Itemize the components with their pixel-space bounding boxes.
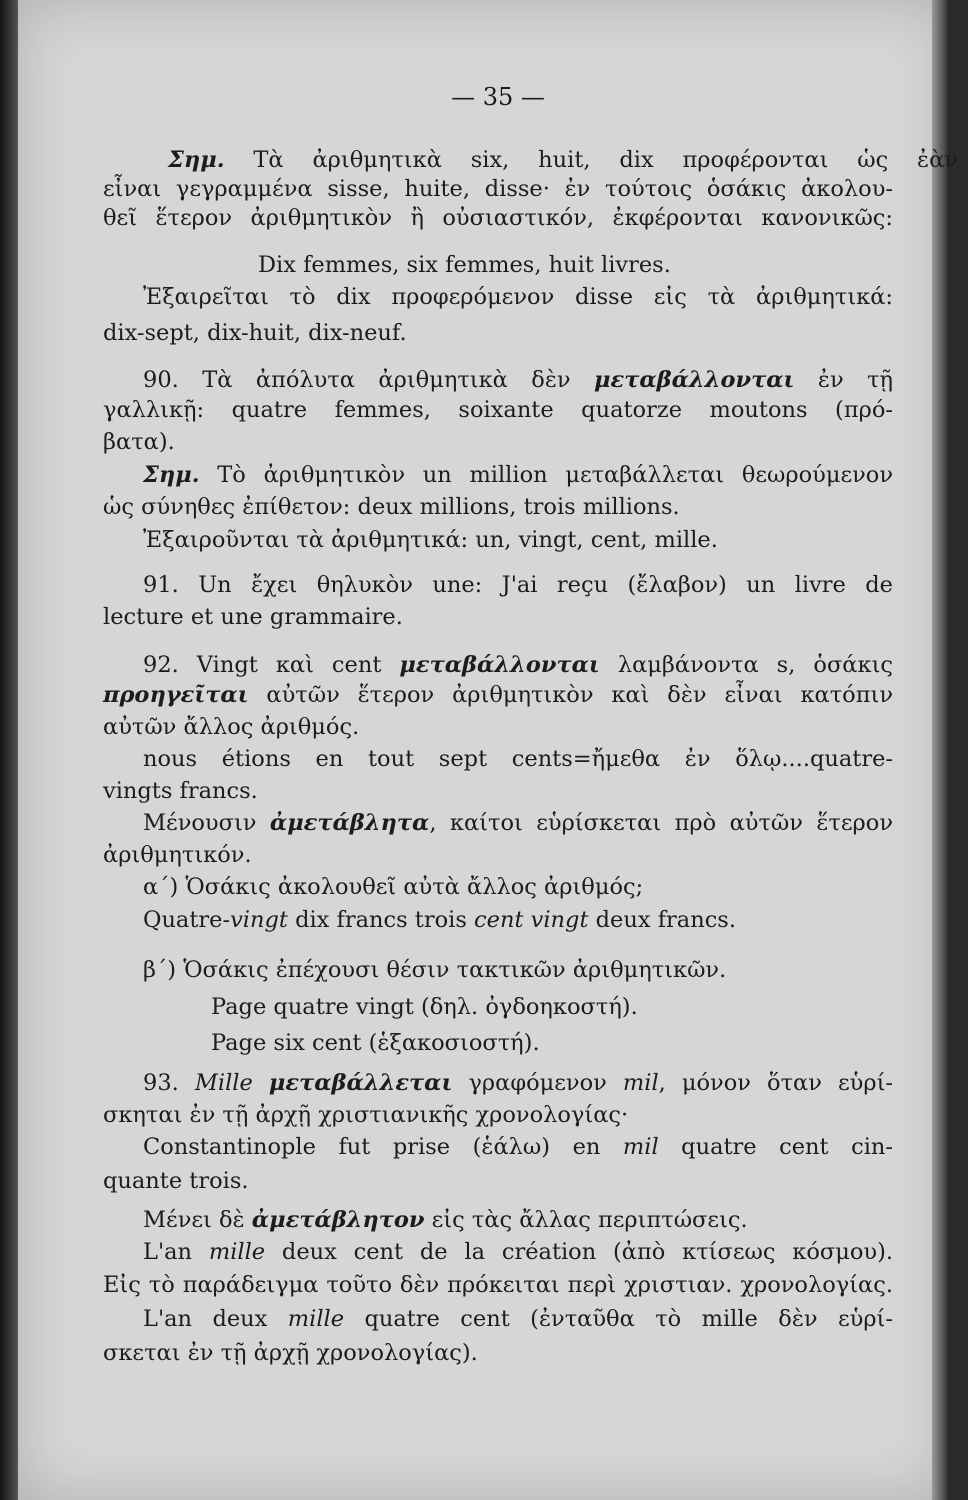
text-line <box>143 808 893 838</box>
text-segment: Quatre- <box>143 907 231 933</box>
text-line <box>258 250 893 280</box>
text-segment: λαμβάνοντα s, ὁσάκις <box>599 652 893 678</box>
text-segment: Ἐξαιρεῖται τὸ dix προφερόμενον disse εἰς τὰ ἀριθμητικά: <box>143 284 893 310</box>
text-segment: vingts francs. <box>103 778 258 804</box>
text-segment: , καίτοι εὑρίσκεται πρὸ αὐτῶν ἕτερον <box>429 810 893 836</box>
text-line <box>143 872 893 902</box>
text-segment: Ἐξαιροῦνται τὰ ἀριθμητικά: un, vingt, cent, mille. <box>143 527 718 553</box>
text-segment <box>253 1070 269 1096</box>
text-segment: L'an deux <box>143 1306 288 1332</box>
text-segment: deux francs. <box>588 907 736 933</box>
text-line <box>103 395 893 425</box>
text-segment: σκεται ἐν τῇ ἀρχῇ χρονολογίας). <box>103 1340 478 1366</box>
text-segment: cent vingt <box>474 907 589 933</box>
text-segment: Μένουσιν <box>143 810 270 836</box>
text-line <box>103 1100 893 1130</box>
text-segment: εἰς τὰς ἄλλας περιπτώσεις. <box>424 1207 748 1233</box>
text-segment: 92. Vingt καὶ cent <box>143 652 400 678</box>
text-line <box>168 145 958 175</box>
text-line <box>103 1166 893 1196</box>
text-segment: μεταβάλλονται <box>594 367 795 393</box>
text-segment: 90. Τὰ ἀπόλυτα ἀριθμητικὰ δὲν <box>143 367 595 393</box>
text-segment: Mille <box>194 1070 253 1096</box>
text-line <box>103 174 893 204</box>
book-spine-shadow <box>0 0 18 1500</box>
text-segment: Page quatre vingt (δηλ. ὀγδοηκοστή). <box>211 994 638 1020</box>
text-segment: 91. Un ἔχει θηλυκὸν une: J'ai reçu (ἔλαβον) un livre de <box>143 572 893 598</box>
text-segment: Τὰ ἀριθμητικὰ six, huit, dix προφέρονται ὡς ἐὰν <box>224 147 958 173</box>
text-segment: L'an <box>143 1239 209 1265</box>
text-segment: ἀριθμητικόν. <box>103 842 252 868</box>
text-line <box>103 712 893 742</box>
text-segment: γαλλικῇ: quatre femmes, soixante quatorze moutons (πρό- <box>103 397 893 423</box>
text-line <box>143 1132 893 1162</box>
text-segment: μεταβάλλεται <box>268 1070 453 1096</box>
text-segment: γραφόμενον <box>452 1070 623 1096</box>
page-number: — 35 — <box>451 83 545 111</box>
text-line <box>211 1028 893 1058</box>
text-segment: αὐτῶν ἕτερον ἀριθμητικὸν καὶ δὲν εἶναι κατόπιν <box>248 682 893 708</box>
text-line <box>143 525 893 555</box>
text-line <box>143 460 893 490</box>
text-line <box>211 992 893 1022</box>
text-segment: 93. <box>143 1070 195 1096</box>
text-segment: βατα). <box>103 429 175 455</box>
text-segment: σκηται ἐν τῇ ἀρχῇ χριστιανικῆς χρονολογίας· <box>103 1102 629 1128</box>
text-segment: θεῖ ἕτερον ἀριθμητικὸν ἢ οὐσιαστικόν, ἐκφέρονται κανονικῶς: <box>103 205 893 231</box>
text-segment: quatre cent (ἐνταῦθα τὸ mille δὲν εὑρί- <box>344 1306 893 1332</box>
text-segment: Σημ. <box>168 147 225 173</box>
text-segment: mille <box>287 1306 345 1332</box>
text-line <box>143 282 893 312</box>
text-segment: vingt <box>230 907 288 933</box>
text-line <box>103 840 893 870</box>
text-segment: Dix femmes, six femmes, huit livres. <box>258 252 671 278</box>
text-line <box>103 680 893 710</box>
text-line <box>143 1205 893 1235</box>
text-line <box>143 744 893 774</box>
text-line <box>103 1338 893 1368</box>
text-line <box>143 570 893 600</box>
text-segment: Page six cent (ἑξακοσιοστή). <box>211 1030 540 1056</box>
text-segment: mille <box>208 1239 266 1265</box>
text-segment: ὡς σύνηθες ἐπίθετον: deux millions, trois millions. <box>103 494 680 520</box>
text-segment: β΄) Ὁσάκις ἐπέχουσι θέσιν τακτικῶν ἀριθμητικῶν. <box>143 957 727 983</box>
text-segment: α΄) Ὁσάκις ἀκολουθεῖ αὐτὰ ἄλλος ἀριθμός; <box>143 874 644 900</box>
text-segment: mil <box>622 1070 659 1096</box>
text-segment: ἀμετάβλητα <box>269 810 430 836</box>
text-segment: lecture et une grammaire. <box>103 604 403 630</box>
text-line <box>143 955 893 985</box>
text-line <box>103 492 893 522</box>
book-page <box>18 0 958 1500</box>
text-segment: nous étions en tout sept cents=ἤμεθα ἐν ὅλῳ....quatre- <box>143 746 893 772</box>
text-segment: dix francs trois <box>287 907 475 933</box>
text-segment: Σημ. <box>143 462 200 488</box>
text-line <box>143 650 893 680</box>
text-segment: μεταβάλλονται <box>399 652 600 678</box>
text-segment: ἐν τῇ <box>794 367 893 393</box>
text-segment: προηγεῖται <box>103 682 249 708</box>
text-line <box>103 602 893 632</box>
text-line <box>143 1304 893 1334</box>
text-segment: Τὸ ἀριθμητικὸν un million μεταβάλλεται θεωρούμενον <box>199 462 893 488</box>
text-segment: Μένει δὲ <box>143 1207 252 1233</box>
text-line <box>143 1237 893 1267</box>
text-line <box>143 1068 893 1098</box>
page-edge-shadow <box>932 0 950 1500</box>
text-segment: , μόνον ὅταν εὑρί- <box>658 1070 893 1096</box>
text-line <box>103 427 893 457</box>
text-segment: αὐτῶν ἄλλος ἀριθμός. <box>103 714 360 740</box>
text-segment: mil <box>622 1134 659 1160</box>
text-segment: Εἰς τὸ παράδειγμα τοῦτο δὲν πρόκειται περὶ χριστιαν. χρονολογίας. <box>103 1272 893 1298</box>
text-segment: deux cent de la création (ἀπὸ κτίσεως κόσμου). <box>265 1239 894 1265</box>
text-line <box>143 905 893 935</box>
text-segment: Constantinople fut prise (ἑάλω) en <box>143 1134 623 1160</box>
text-segment: ἀμετάβλητον <box>251 1207 425 1233</box>
text-segment: quante trois. <box>103 1168 249 1194</box>
text-line <box>103 776 893 806</box>
text-segment: εἶναι γεγραμμένα sisse, huite, disse· ἐν τούτοις ὁσάκις ἀκολου- <box>103 176 893 202</box>
text-line <box>143 365 893 395</box>
text-segment: quatre cent cin- <box>658 1134 893 1160</box>
text-line <box>103 203 893 233</box>
text-segment: dix-sept, dix-huit, dix-neuf. <box>103 320 407 346</box>
text-line <box>103 318 893 348</box>
text-line <box>103 1270 893 1300</box>
